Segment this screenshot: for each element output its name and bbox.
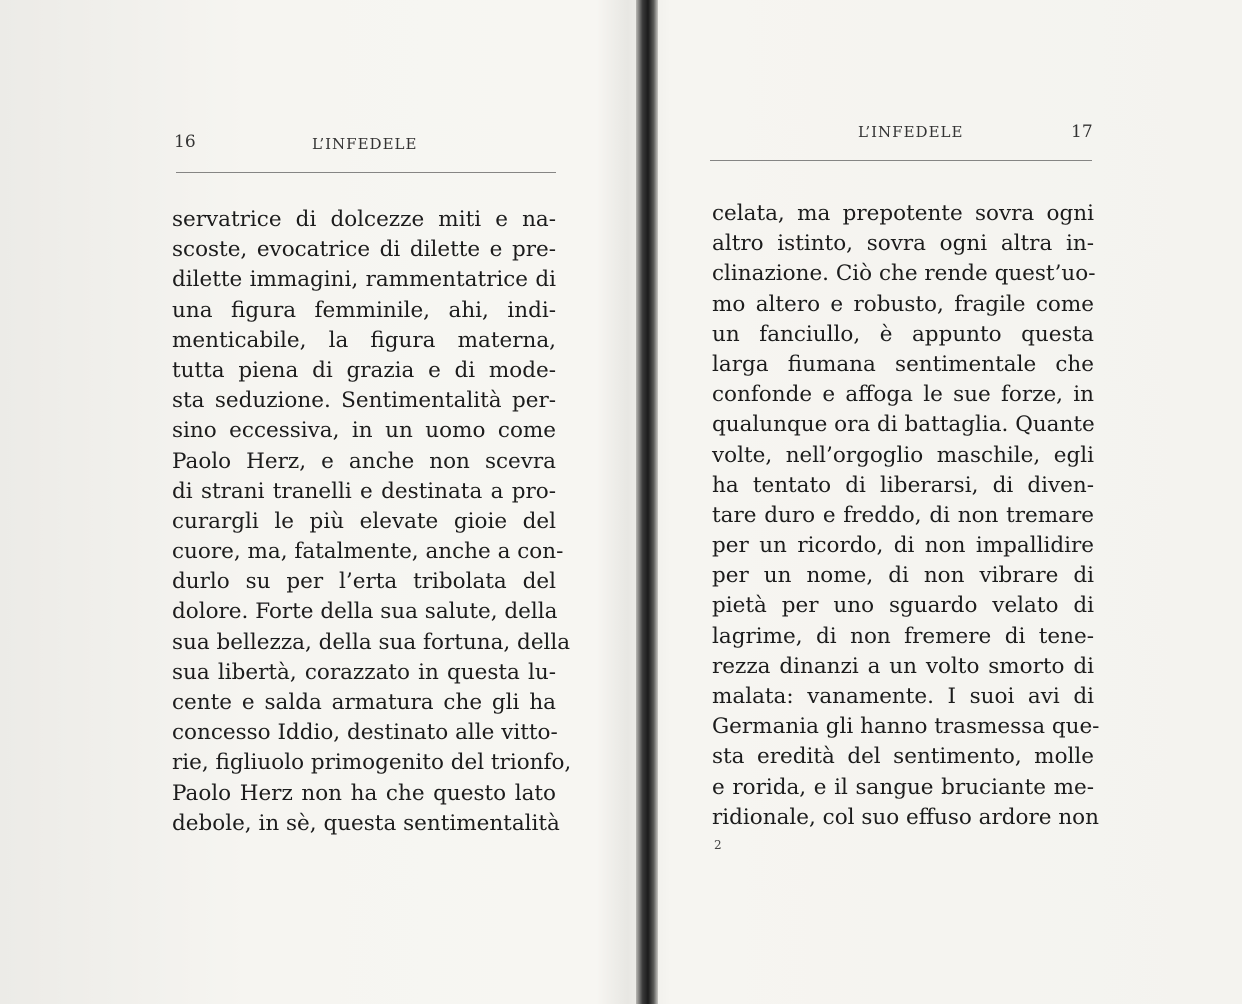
text-line: dilette immagini, rammentatrice di — [172, 267, 556, 293]
text-line: e rorida, e il sangue bruciante me- — [712, 774, 1094, 800]
text-line: sta eredità del sentimento, molle — [712, 744, 1094, 770]
text-line: altro istinto, sovra ogni altra in- — [712, 231, 1094, 257]
text-line: rezza dinanzi a un volto smorto di — [712, 653, 1094, 679]
text-line: menticabile, la figura materna, — [172, 327, 556, 353]
text-line: Germania gli hanno trasmessa que- — [712, 714, 1100, 740]
text-line: malata: vanamente. I suoi avi di — [712, 684, 1094, 709]
text-line: di strani tranelli e destinata a pro- — [172, 478, 556, 504]
right-header-rule — [710, 160, 1092, 161]
text-line: larga fiumana sentimentale che — [712, 351, 1094, 377]
text-line: dolore. Forte della sua salute, della — [172, 599, 558, 625]
right-body-text — [712, 199, 1100, 833]
left-running-head: L’INFEDELE — [312, 135, 418, 153]
text-line: tutta piena di grazia e di mode- — [172, 357, 556, 383]
text-line: pietà per uno sguardo velato di — [712, 593, 1094, 619]
text-line: Paolo Herz, e anche non scevra — [172, 448, 556, 474]
left-header-rule — [176, 172, 556, 173]
text-line: sta seduzione. Sentimentalità per- — [172, 388, 556, 414]
text-line: debole, in sè, questa sentimentalità — [172, 810, 560, 836]
text-line: clinazione. Ciò che rende quest’uo- — [712, 261, 1096, 287]
text-line: un fanciullo, è appunto questa — [712, 321, 1094, 347]
text-line: curargli le più elevate gioie del — [172, 508, 556, 534]
text-line: rie, figliuolo primogenito del trionfo, — [172, 750, 572, 776]
text-line: concesso Iddio, destinato alle vitto- — [172, 720, 558, 746]
text-line: per un ricordo, di non impallidire — [712, 533, 1094, 559]
text-line: sino eccessiva, in un uomo come — [172, 418, 556, 444]
text-line: ridionale, col suo effuso ardore non — [712, 804, 1099, 830]
book-gutter — [636, 0, 658, 1004]
right-running-head: L’INFEDELE — [858, 123, 964, 141]
text-line: ha tentato di liberarsi, di diven- — [712, 472, 1094, 498]
text-line: confonde e affoga le sue forze, in — [712, 382, 1094, 408]
right-page-number: 17 — [1071, 122, 1093, 142]
text-line: tare duro e freddo, di non tremare — [712, 502, 1094, 528]
text-line: servatrice di dolcezze miti e na- — [172, 207, 556, 232]
text-line: mo altero e robusto, fragile come — [712, 291, 1094, 317]
left-body-text — [172, 205, 572, 839]
text-line: cente e salda armatura che gli ha — [172, 690, 556, 715]
text-line: sua bellezza, della sua fortuna, della — [172, 629, 571, 655]
text-line: scoste, evocatrice di dilette e pre- — [172, 237, 556, 263]
text-line: durlo su per l’erta tribolata del — [172, 569, 556, 595]
text-line: cuore, ma, fatalmente, anche a con- — [172, 539, 564, 565]
text-line: una figura femminile, ahi, indi- — [172, 297, 556, 323]
text-line: celata, ma prepotente sovra ogni — [712, 201, 1094, 226]
text-line: per un nome, di non vibrare di — [712, 563, 1094, 589]
signature-mark: 2 — [714, 838, 722, 852]
text-line: lagrime, di non fremere di tene- — [712, 623, 1094, 649]
text-line: sua libertà, corazzato in questa lu- — [172, 659, 556, 685]
right-page — [658, 0, 1242, 1004]
text-line: qualunque ora di battaglia. Quante — [712, 412, 1095, 438]
text-line: Paolo Herz non ha che questo lato — [172, 780, 556, 806]
text-line: volte, nell’orgoglio maschile, egli — [712, 442, 1094, 468]
left-page-number: 16 — [174, 132, 196, 152]
